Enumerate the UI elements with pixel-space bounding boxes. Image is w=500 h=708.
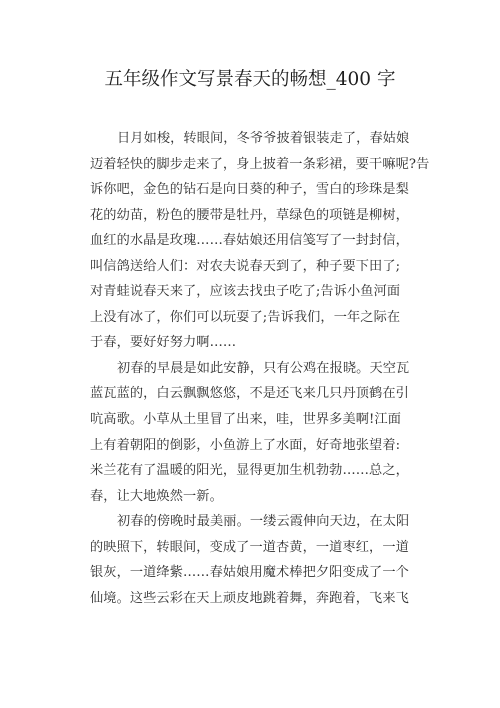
document-title: 五年级作文写景春天的畅想_400 字 (104, 69, 396, 90)
paragraph-3-line-1: 初春的傍晚时最美丽。一缕云霞伸向天边，在太阳 (117, 514, 410, 530)
paragraph-1-line-6: 叫信鸽送给人们：对农夫说春天到了，种子要下田了; (90, 258, 401, 274)
paragraph-2-line-5: 米兰花有了温暖的阳光，显得更加生机勃勃……总之， (90, 463, 409, 479)
paragraph-2-line-1: 初春的早晨是如此安静，只有公鸡在报晓。天空瓦 (117, 360, 410, 376)
paragraph-1-line-9: 于春，要好好努力啊…… (90, 335, 237, 351)
paragraph-3-line-4: 仙境。这些云彩在天上顽皮地跳着舞，奔跑着，飞来飞 (90, 590, 409, 606)
paragraph-2-line-2: 蓝瓦蓝的，白云飘飘悠悠，不是还飞来几只丹顶鹤在引 (90, 386, 409, 402)
paragraph-3-line-3: 银灰，一道绛紫……春姑娘用魔术棒把夕阳变成了一个 (90, 565, 409, 581)
paragraph-1-line-3: 诉你吧，金色的钻石是向日葵的种子，雪白的珍珠是梨 (90, 182, 409, 198)
paragraph-1-line-4: 花的幼苗，粉色的腰带是牡丹，草绿色的项链是柳树， (90, 207, 409, 223)
paragraph-1-line-5: 血红的水晶是玫瑰……春姑娘还用信笺写了一封封信， (90, 233, 409, 249)
paragraph-2-line-6: 春，让大地焕然一新。 (90, 488, 223, 504)
paragraph-1-line-7: 对青蛙说春天来了，应该去找虫子吃了;告诉小鱼河面 (90, 284, 401, 300)
document-body (90, 126, 430, 611)
paragraph-1-line-1: 日月如梭，转眼间，冬爷爷披着银装走了，春姑娘 (117, 131, 410, 146)
paragraph-2-line-4: 上有着朝阳的倒影，小鱼游上了水面，好奇地张望着: (90, 437, 401, 453)
paragraph-1-line-2: 迈着轻快的脚步走来了，身上披着一条彩裙，要干嘛呢?告 (90, 156, 430, 172)
paragraph-2-line-3: 吭高歌。小草从土里冒了出来，哇，世界多美啊!江面 (90, 412, 402, 428)
paragraph-3-line-2: 的映照下，转眼间，变成了一道杏黄，一道枣红，一道 (90, 539, 409, 555)
paragraph-1-line-8: 上没有冰了，你们可以玩耍了;告诉我们，一年之际在 (90, 309, 401, 325)
